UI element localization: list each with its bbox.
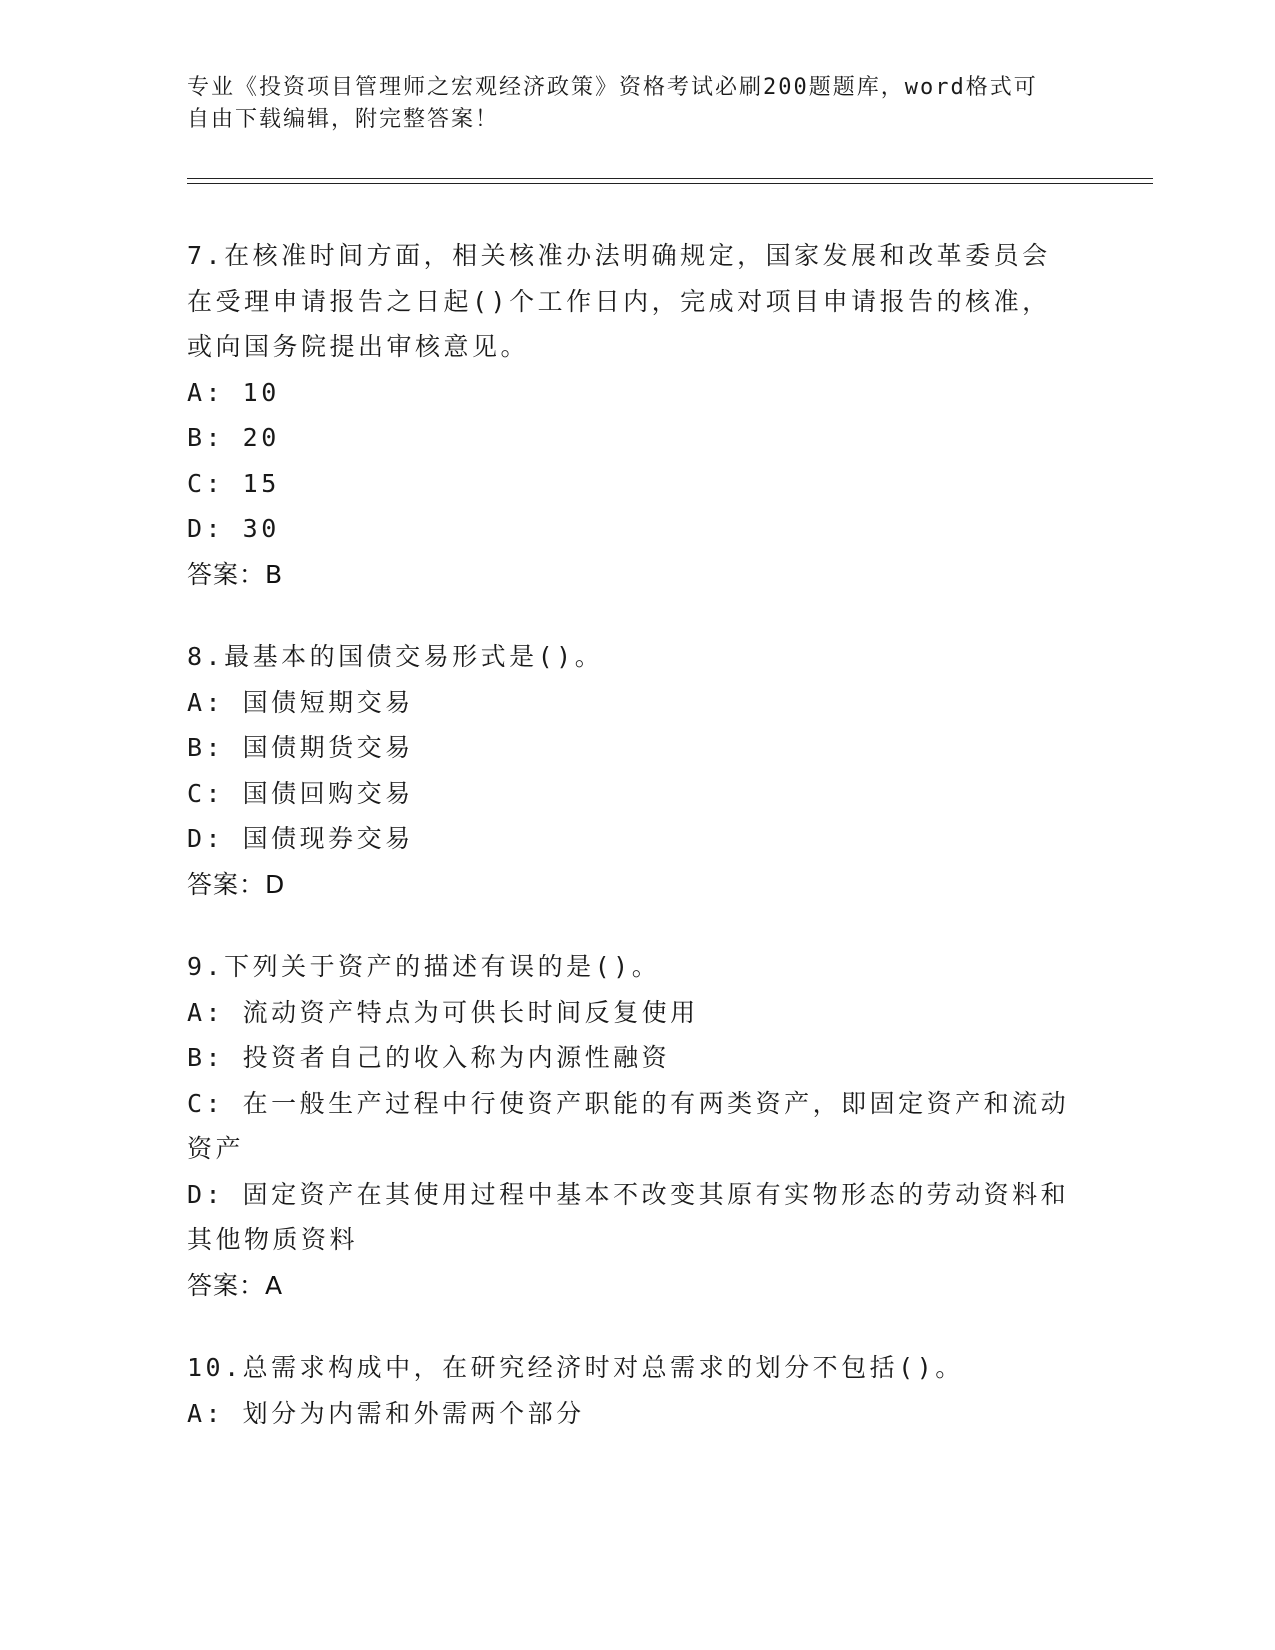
header-divider-top [187, 178, 1153, 179]
option-c-continuation: 资产 [187, 1134, 245, 1163]
option-c: C: 国债回购交易 [187, 778, 414, 808]
question-stem-line: 7.在核准时间方面，相关核准办法明确规定，国家发展和改革委员会 [187, 241, 1051, 270]
header-line-2: 自由下载编辑，附完整答案！ [187, 107, 500, 132]
option-d: D: 30 [187, 514, 280, 543]
document-header [187, 72, 1087, 136]
question-8 [187, 634, 1087, 907]
option-d: D: 国债现券交易 [187, 824, 414, 853]
option-a: A: 流动资产特点为可供长时间反复使用 [187, 997, 699, 1027]
answer-label: 答案：A [187, 1270, 284, 1300]
option-c: C: 在一般生产过程中行使资产职能的有两类资产，即固定资产和流动 [187, 1088, 1070, 1118]
answer-label: 答案：B [187, 559, 284, 589]
option-b: B: 投资者自己的收入称为内源性融资 [187, 1043, 671, 1072]
question-10 [187, 1345, 1087, 1436]
option-a: A: 划分为内需和外需两个部分 [187, 1398, 585, 1428]
option-d-continuation: 其他物质资料 [187, 1225, 359, 1254]
question-stem-line: 9.下列关于资产的描述有误的是()。 [187, 952, 661, 981]
option-c: C: 15 [187, 468, 280, 498]
option-a: A: 10 [187, 377, 280, 407]
question-9 [187, 944, 1087, 1308]
question-7 [187, 233, 1087, 597]
option-a: A: 国债短期交易 [187, 687, 414, 717]
option-d: D: 固定资产在其使用过程中基本不改变其原有实物形态的劳动资料和 [187, 1179, 1070, 1209]
header-line-1: 专业《投资项目管理师之宏观经济政策》资格考试必刷200题题库，word格式可 [187, 75, 1038, 100]
option-b: B: 国债期货交易 [187, 733, 414, 762]
header-divider-bottom [187, 183, 1153, 184]
question-stem-line: 10.总需求构成中，在研究经济时对总需求的划分不包括()。 [187, 1353, 964, 1382]
question-stem-line: 或向国务院提出审核意见。 [187, 332, 530, 361]
answer-label: 答案：D [187, 869, 286, 899]
question-list [187, 233, 1087, 1473]
question-stem-line: 8.最基本的国债交易形式是()。 [187, 642, 604, 671]
option-b: B: 20 [187, 423, 280, 452]
question-stem-line: 在受理申请报告之日起()个工作日内，完成对项目申请报告的核准， [187, 286, 1051, 316]
